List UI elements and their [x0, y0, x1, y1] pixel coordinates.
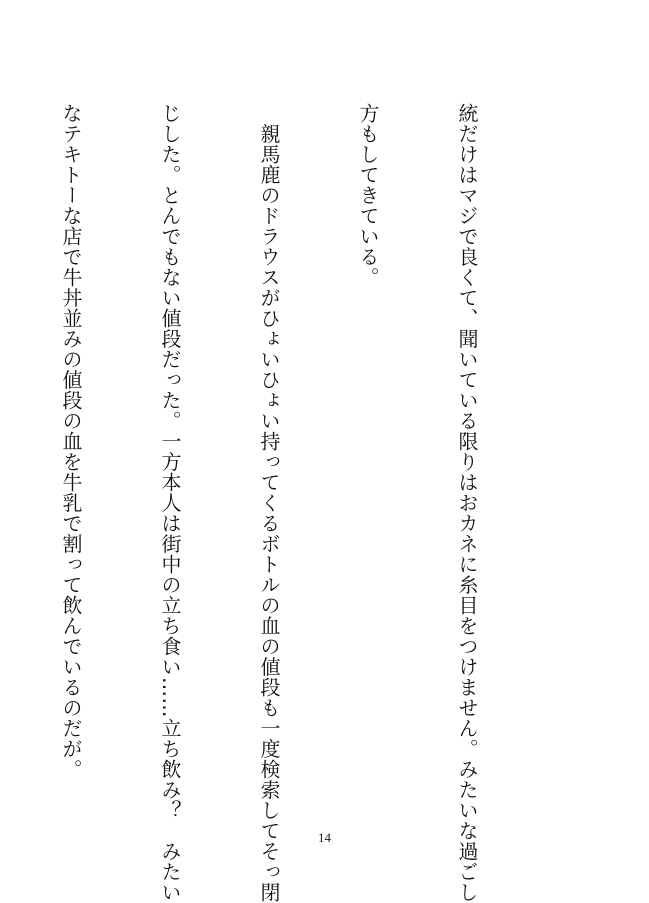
text-line: 統だけはマジで良くて、聞いている限りはおカネに糸目をつけません。みたいな過ごし — [455, 103, 479, 903]
text-line: じした。とんでもない値段だった。一方本人は街中の立ち食い……立ち飲み？ みたい — [158, 103, 182, 903]
text-line: 親馬鹿のドラウスがひょいひょい持ってくるボトルの血の値段も一度検索してそっ閉 — [257, 103, 281, 903]
text-line: なテキトーな店で牛丼並みの値段の血を牛乳で割って飲んでいるのだが。 — [59, 103, 83, 780]
text-line: 方もしてきている。 — [356, 103, 380, 288]
page-number: 14 — [318, 830, 331, 845]
